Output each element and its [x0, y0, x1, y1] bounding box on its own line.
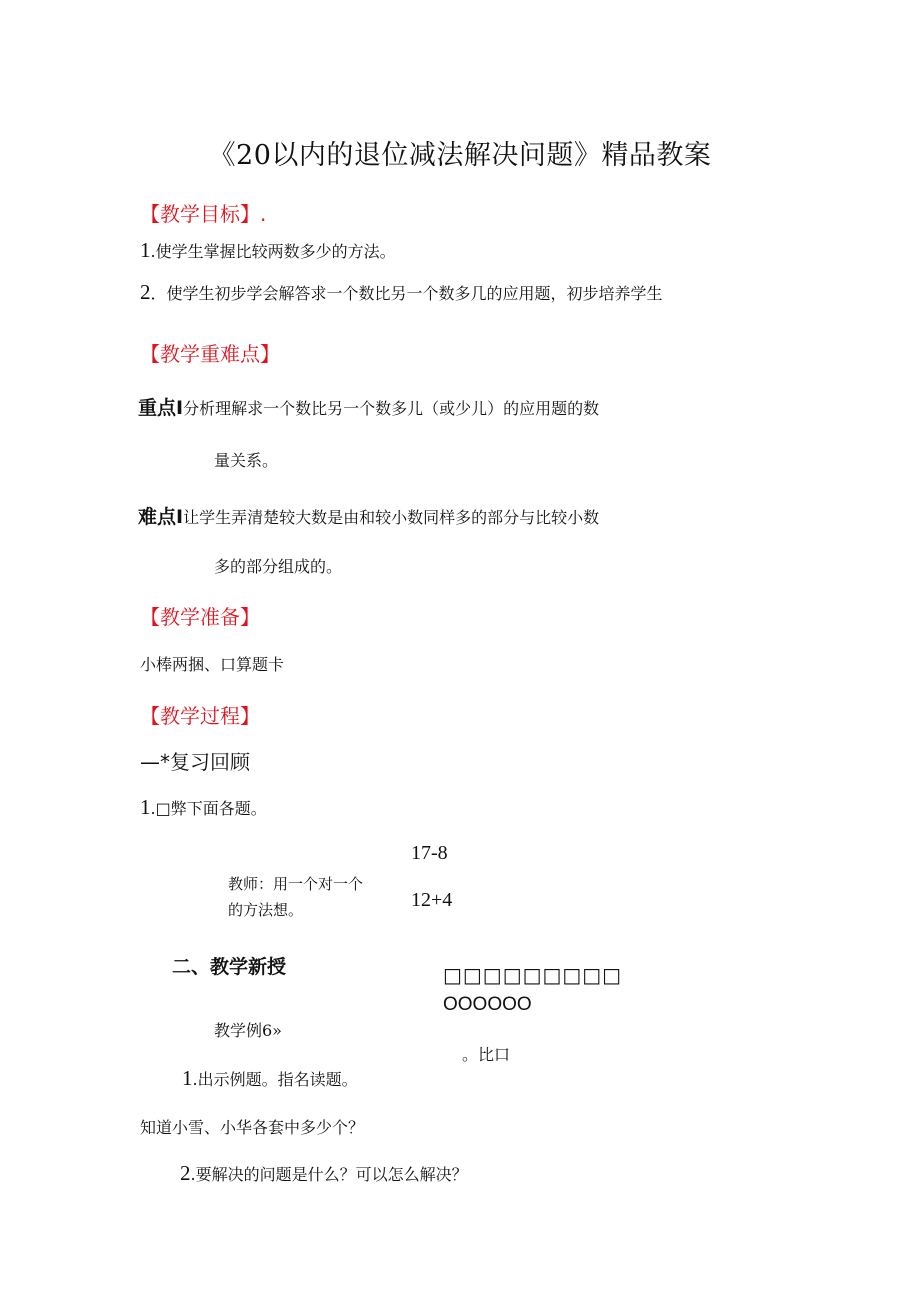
step-1-number: 1	[182, 1066, 193, 1090]
teacher-note-line-2: 的方法想。	[228, 901, 304, 919]
step-2	[180, 1161, 468, 1186]
example-label: 教学例6»	[214, 1021, 282, 1040]
teacher-note-line-1: 教师：用一个对一个	[228, 875, 364, 893]
step-1-text: .出示例题。指名读题。	[192, 1070, 358, 1089]
document-title: 《20以内的退位减法解决问题》精品教案	[208, 140, 712, 171]
process-heading: 【教学过程】	[140, 704, 260, 728]
expression-2: 12+4	[411, 889, 453, 911]
difficult-point-text: 让学生弄清楚较大数是由和较小数同样多的部分与比较小数	[183, 508, 600, 527]
key-point-label: 重点I	[138, 397, 184, 419]
review-section-title: —*复习回顾	[140, 750, 250, 774]
difficult-point	[138, 502, 599, 529]
key-point	[138, 393, 599, 420]
goal-item-2-number: 2	[140, 280, 151, 304]
goal-item-1-text: .使学生掌握比较两数多少的方法。	[150, 242, 396, 261]
prep-heading: 【教学准备】	[140, 605, 260, 629]
review-item-1	[140, 795, 267, 820]
step-1	[182, 1066, 358, 1091]
goal-item-1	[140, 238, 396, 263]
goal-item-2	[140, 280, 663, 305]
review-item-1-text: .□弊下面各题。	[150, 799, 267, 818]
square-row: □□□□□□□□□	[443, 963, 623, 987]
step-2-number: 2	[180, 1161, 191, 1185]
expression-1: 17-8	[411, 842, 448, 864]
key-points-heading: 【教学重难点】	[140, 342, 280, 366]
step-2-text: .要解决的问题是什么？可以怎么解决？	[190, 1165, 468, 1184]
goal-item-2-text: ．使学生初步学会解答求一个数比另一个数多几的应用题，初步培养学生	[150, 284, 663, 303]
compare-text: 。比口	[462, 1045, 511, 1064]
goals-heading: 【教学目标】.	[140, 202, 267, 226]
difficult-point-label: 难点I	[138, 506, 184, 528]
question-text: 知道小雪、小华各套中多少个？	[140, 1118, 365, 1137]
new-teaching-title: 二、教学新授	[172, 956, 287, 978]
key-point-text: 分析理解求一个数比另一个数多儿（或少儿）的应用题的数	[183, 399, 600, 418]
circle-row: OOOOOO	[443, 994, 532, 1015]
prep-text: 小棒两捆、口算题卡	[140, 655, 285, 674]
key-point-text-continued: 量关系。	[214, 451, 279, 470]
review-item-1-number: 1	[140, 795, 151, 819]
goal-item-1-number: 1	[140, 238, 151, 262]
difficult-point-text-continued: 多的部分组成的。	[214, 557, 343, 576]
